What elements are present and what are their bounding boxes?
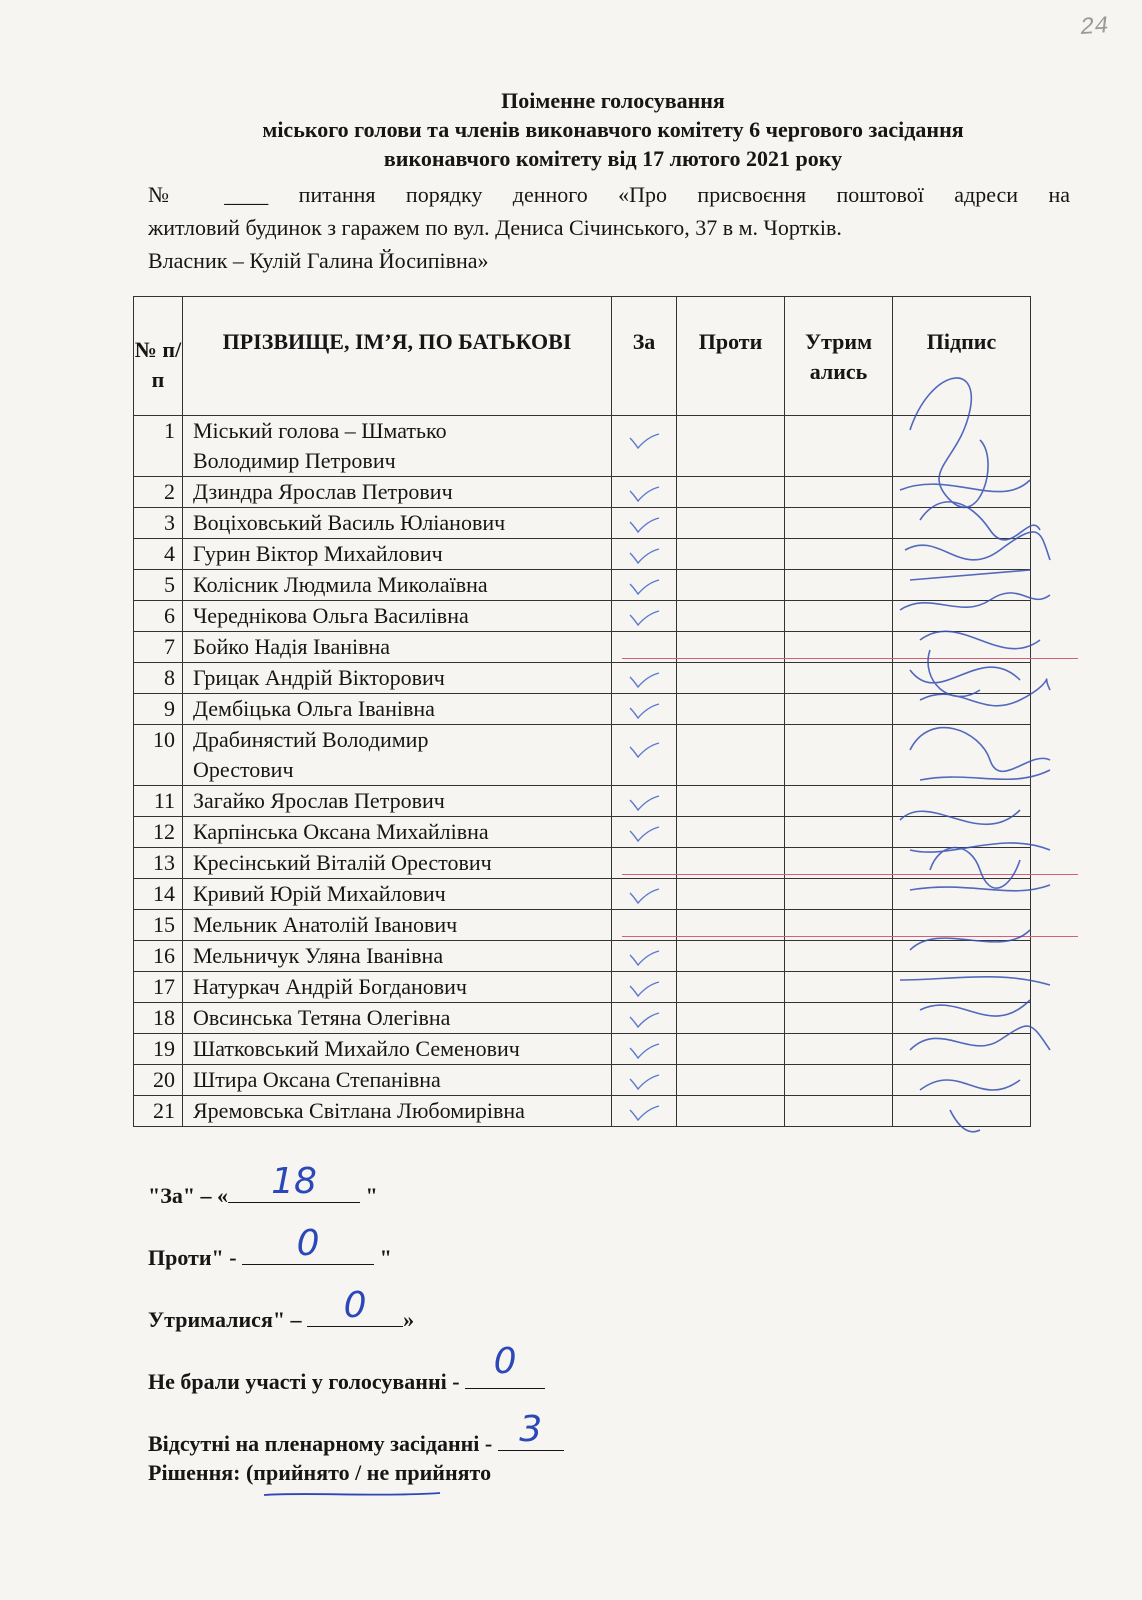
check-mark-icon [627, 1011, 661, 1029]
cell-abstained [785, 539, 893, 570]
header-against [677, 297, 785, 416]
cell-against [677, 601, 785, 632]
result-not-voting-label: Не брали участі у голосуванні - [148, 1369, 466, 1394]
row-name [183, 508, 612, 539]
row-name [183, 601, 612, 632]
cell-against [677, 663, 785, 694]
cell-against [677, 817, 785, 848]
row-name [183, 694, 612, 725]
cell-against [677, 570, 785, 601]
row-name-line-1: Череднікова Ольга Василівна [193, 603, 469, 628]
result-against-suffix: " [374, 1245, 392, 1270]
row-number: 15 [134, 910, 183, 941]
row-name [183, 848, 612, 879]
agenda-line-1: № ____ питання порядку денного «Про присвоєння поштової адреси на [148, 182, 1070, 207]
row-name [183, 725, 612, 786]
cell-for [612, 725, 677, 786]
row-name-line-1: Загайко Ярослав Петрович [193, 788, 445, 813]
check-mark-icon [627, 547, 661, 565]
cell-abstained [785, 972, 893, 1003]
row-number: 20 [134, 1065, 183, 1096]
result-decision-label: Рішення: (прийнято / не прийнято [148, 1460, 492, 1485]
check-mark-icon [627, 671, 661, 689]
cell-abstained [785, 694, 893, 725]
row-name [183, 1096, 612, 1127]
cell-abstained [785, 570, 893, 601]
header-signature-label: Підпис [926, 329, 997, 354]
result-absent [148, 1409, 564, 1460]
cell-against [677, 972, 785, 1003]
row-name [183, 663, 612, 694]
result-for [148, 1161, 378, 1212]
check-mark-icon [627, 825, 661, 843]
result-against [148, 1223, 392, 1274]
row-name-line-1: Бойко Надія Іванівна [193, 634, 391, 659]
result-decision [148, 1460, 491, 1494]
check-mark-icon [627, 516, 661, 534]
result-abstained-value: 0 [343, 1285, 367, 1326]
check-mark-icon [627, 980, 661, 998]
header-abstained [785, 297, 893, 416]
cell-for [612, 601, 677, 632]
header-against-label: Проти [698, 329, 763, 354]
cell-against [677, 416, 785, 477]
check-mark-icon [627, 609, 661, 627]
row-number: 6 [134, 601, 183, 632]
result-for-suffix: " [360, 1183, 378, 1208]
row-name-line-1: Кресінський Віталій Орестович [193, 850, 492, 875]
cell-against [677, 1003, 785, 1034]
result-against-label: Проти" - [148, 1245, 243, 1270]
row-number: 11 [134, 786, 183, 817]
agenda-line-3: Власник – Кулій Галина Йосипівна» [148, 248, 489, 273]
cell-for [612, 786, 677, 817]
result-not-voting-value: 0 [493, 1341, 517, 1382]
result-absent-value: 3 [519, 1409, 543, 1450]
check-mark-icon [627, 702, 661, 720]
header-for-label: За [632, 329, 656, 354]
heading-line-1: Поіменне голосування [501, 88, 725, 113]
cell-against [677, 1096, 785, 1127]
row-number: 17 [134, 972, 183, 1003]
cell-for [612, 416, 677, 477]
check-mark-icon [627, 741, 661, 759]
cell-abstained [785, 786, 893, 817]
cell-for [612, 941, 677, 972]
row-name-line-1: Колісник Людмила Миколаївна [193, 572, 488, 597]
row-name-line-1: Гурин Віктор Михайлович [193, 541, 443, 566]
result-abstained [148, 1285, 415, 1336]
cell-against [677, 508, 785, 539]
row-name-line-2: Володимир Петрович [193, 448, 396, 473]
row-name [183, 477, 612, 508]
check-mark-icon [627, 1042, 661, 1060]
row-name-line-1: Воціховський Василь Юліанович [193, 510, 506, 535]
cell-abstained [785, 508, 893, 539]
row-name [183, 786, 612, 817]
row-number: 18 [134, 1003, 183, 1034]
cell-abstained [785, 817, 893, 848]
row-name-line-1: Драбинястий Володимир [193, 727, 429, 752]
cell-abstained [785, 1003, 893, 1034]
cell-for [612, 1096, 677, 1127]
cell-against [677, 477, 785, 508]
cell-abstained [785, 663, 893, 694]
row-name-line-1: Штира Оксана Степанівна [193, 1067, 441, 1092]
row-name [183, 1065, 612, 1096]
agenda-item [148, 178, 1070, 277]
check-mark-icon [627, 485, 661, 503]
header-name-label: ПРІЗВИЩЕ, ІМ’Я, ПО БАТЬКОВІ [222, 329, 572, 354]
row-name-line-2: Орестович [193, 757, 294, 782]
check-mark-icon [627, 1073, 661, 1091]
row-number: 21 [134, 1096, 183, 1127]
check-mark-icon [627, 794, 661, 812]
row-name [183, 416, 612, 477]
result-for-label: "За" – « [148, 1183, 229, 1208]
result-not-voting [148, 1341, 545, 1398]
row-name [183, 879, 612, 910]
cell-for [612, 1003, 677, 1034]
row-name [183, 1034, 612, 1065]
cell-abstained [785, 416, 893, 477]
row-number: 10 [134, 725, 183, 786]
row-number: 16 [134, 941, 183, 972]
cell-abstained [785, 879, 893, 910]
header-number-label: № п/ п [134, 337, 182, 392]
row-number: 2 [134, 477, 183, 508]
cell-for [612, 570, 677, 601]
header-name [183, 297, 612, 416]
cell-for [612, 817, 677, 848]
cell-abstained [785, 477, 893, 508]
row-name-line-1: Яремовська Світлана Любомирівна [193, 1098, 525, 1123]
row-name-line-1: Шатковський Михайло Семенович [193, 1036, 520, 1061]
result-not-voting-blank [465, 1341, 545, 1389]
cell-against [677, 879, 785, 910]
cell-abstained [785, 1065, 893, 1096]
cell-abstained [785, 601, 893, 632]
row-name-line-1: Мельник Анатолій Іванович [193, 912, 458, 937]
cell-for [612, 1034, 677, 1065]
row-number: 14 [134, 879, 183, 910]
row-name [183, 972, 612, 1003]
result-absent-label: Відсутні на пленарному засіданні - [148, 1431, 498, 1456]
cell-against [677, 1065, 785, 1096]
result-abstained-blank [307, 1285, 403, 1327]
row-name-line-1: Карпінська Оксана Михайлівна [193, 819, 489, 844]
result-abstained-label: Утрималися" – [148, 1307, 308, 1332]
row-number: 12 [134, 817, 183, 848]
check-mark-icon [627, 949, 661, 967]
cell-for [612, 879, 677, 910]
row-name-line-1: Мельничук Уляна Іванівна [193, 943, 444, 968]
check-mark-icon [627, 432, 661, 450]
row-number: 8 [134, 663, 183, 694]
cell-against [677, 725, 785, 786]
heading-line-3: виконавчого комітету від 17 лютого 2021 року [383, 146, 843, 171]
row-name-line-1: Овсинська Тетяна Олегівна [193, 1005, 451, 1030]
result-for-value: 18 [271, 1161, 317, 1202]
decision-underline-mark [262, 1490, 442, 1498]
signatures-scribble [890, 350, 1060, 1140]
row-number: 19 [134, 1034, 183, 1065]
cell-against [677, 786, 785, 817]
cell-for [612, 972, 677, 1003]
check-mark-icon [627, 1104, 661, 1122]
cell-against [677, 694, 785, 725]
row-name [183, 941, 612, 972]
cell-for [612, 694, 677, 725]
row-name [183, 817, 612, 848]
row-name [183, 632, 612, 663]
row-number: 13 [134, 848, 183, 879]
result-for-blank [228, 1161, 360, 1203]
row-name-line-1: Міський голова – Шматько [193, 418, 447, 443]
check-mark-icon [627, 887, 661, 905]
cell-against [677, 1034, 785, 1065]
cell-for [612, 1065, 677, 1096]
row-number: 4 [134, 539, 183, 570]
row-name [183, 539, 612, 570]
header-number [134, 297, 183, 416]
header-for [612, 297, 677, 416]
row-name-line-1: Грицак Андрій Вікторович [193, 665, 445, 690]
row-name [183, 910, 612, 941]
result-abstained-suffix: » [403, 1307, 415, 1332]
row-name-line-1: Кривий Юрій Михайлович [193, 881, 446, 906]
row-number: 1 [134, 416, 183, 477]
row-name-line-1: Дзиндра Ярослав Петрович [193, 479, 453, 504]
result-against-blank [242, 1223, 374, 1265]
cell-abstained [785, 725, 893, 786]
agenda-line-2: житловий будинок з гаражем по вул. Дениса Січинського, 37 в м. Чортків. [148, 215, 842, 240]
cell-for [612, 539, 677, 570]
row-name-line-1: Натуркач Андрій Богданович [193, 974, 467, 999]
check-mark-icon [627, 578, 661, 596]
header-abstained-label: Утрим ались [804, 329, 873, 384]
cell-abstained [785, 1096, 893, 1127]
result-against-value: 0 [296, 1223, 320, 1264]
document-heading [148, 86, 1078, 173]
page-number: 24 [1079, 13, 1110, 42]
row-name [183, 1003, 612, 1034]
row-number: 3 [134, 508, 183, 539]
cell-for [612, 663, 677, 694]
result-absent-blank [498, 1409, 564, 1451]
cell-abstained [785, 1034, 893, 1065]
row-name-line-1: Дембіцька Ольга Іванівна [193, 696, 435, 721]
cell-against [677, 941, 785, 972]
row-number: 5 [134, 570, 183, 601]
cell-abstained [785, 941, 893, 972]
heading-line-2: міського голови та членів виконавчого комітету 6 чергового засідання [262, 117, 964, 142]
cell-for [612, 477, 677, 508]
cell-against [677, 539, 785, 570]
row-number: 9 [134, 694, 183, 725]
row-name [183, 570, 612, 601]
cell-for [612, 508, 677, 539]
row-number: 7 [134, 632, 183, 663]
